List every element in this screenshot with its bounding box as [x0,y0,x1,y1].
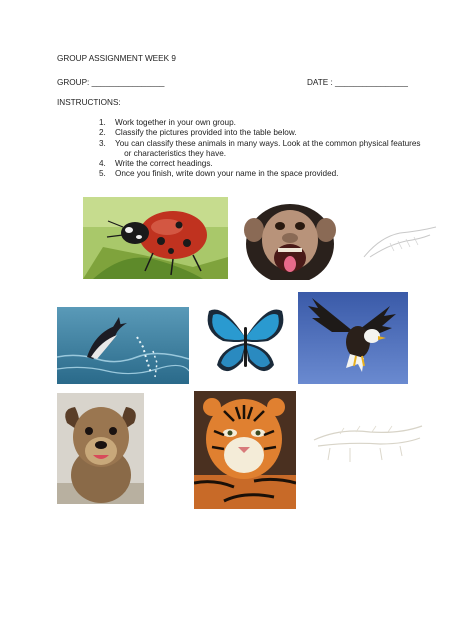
instruction-number: 5. [99,169,106,179]
instruction-number: 2. [99,128,106,138]
page-title: GROUP ASSIGNMENT WEEK 9 [57,54,176,63]
crocodile-sketch-picture [310,410,425,470]
ladybug-picture [83,197,228,279]
dolphin-picture [57,307,189,384]
chimpanzee-picture [234,200,346,280]
whale-sketch-picture [360,223,440,263]
instruction-number: 4. [99,159,106,169]
instruction-text: Classify the pictures provided into the table below. [115,128,297,138]
eagle-picture [298,292,408,384]
instructions-heading: INSTRUCTIONS: [57,98,121,107]
instruction-item [85,118,421,128]
tiger-picture [194,391,296,509]
dog-picture [57,393,144,504]
instruction-item [85,128,421,138]
instruction-text: Work together in your own group. [115,118,236,127]
group-field: GROUP: ________________ [57,78,165,87]
instruction-item [85,139,421,160]
butterfly-picture [203,301,288,381]
date-field: DATE : ________________ [307,78,408,87]
instruction-item [85,169,421,179]
instruction-number: 3. [99,138,106,148]
instruction-text: You can classify these animals in many ways. Look at the common physical features or characteristics they have. [115,138,421,158]
instructions-list [85,118,421,180]
instruction-text: Once you finish, write down your name in the space provided. [115,169,339,179]
instruction-item [85,159,421,169]
instruction-number: 1. [99,118,106,127]
instruction-text: Write the correct headings. [115,159,213,169]
